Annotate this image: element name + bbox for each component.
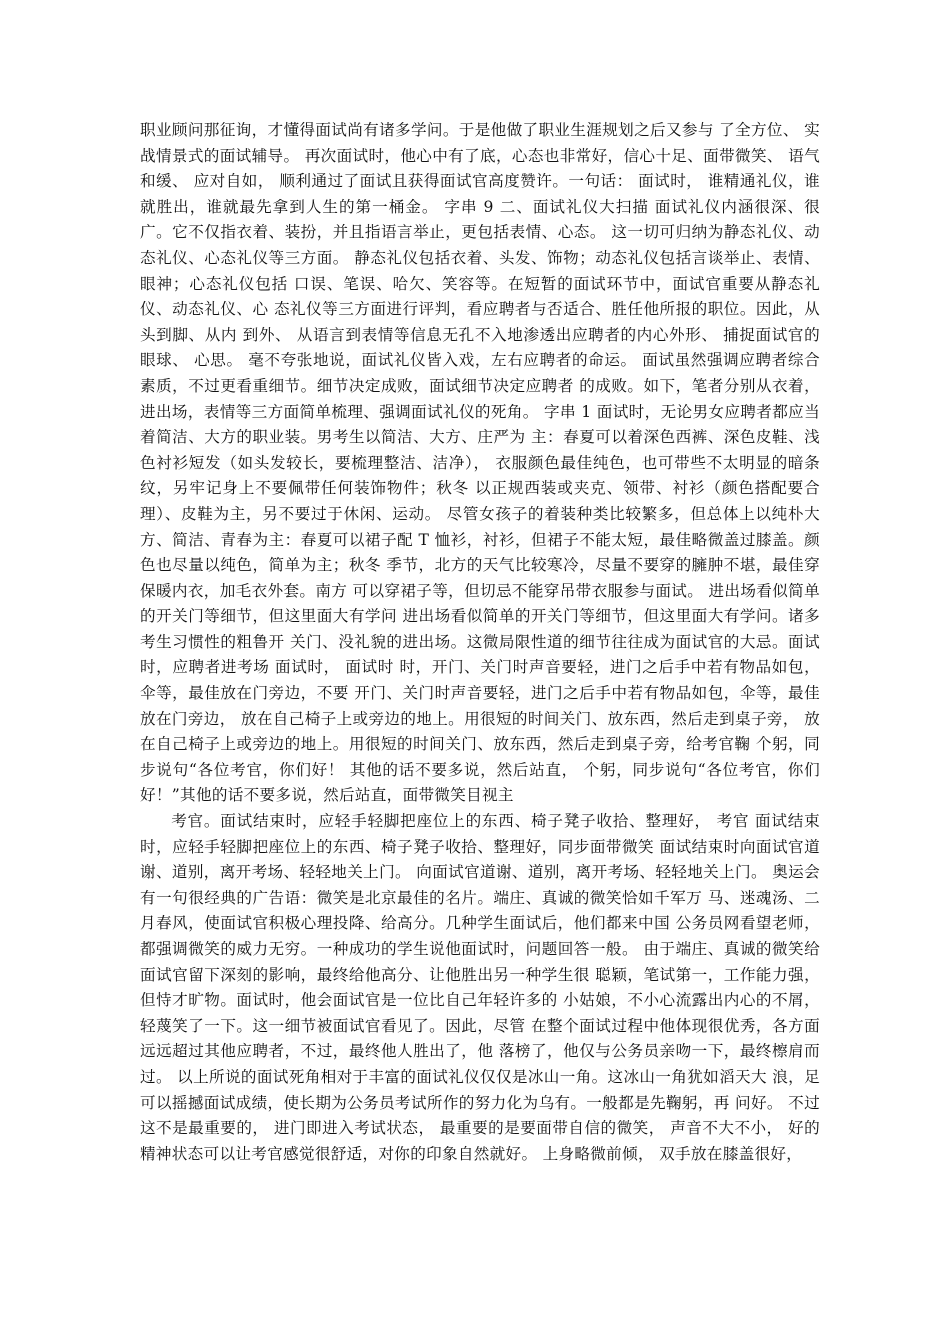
paragraph-2: 考官。面试结束时，应轻手轻脚把座位上的东西、椅子凳子收拾、整理好， 考官 面试结束时，应轻手轻脚把座位上的东西、椅子凳子收拾、整理好，同步面带微笑 面试结束时向面试官道谢、道别，离开考场、轻轻地关上门。 向面试官道谢、道别，离开考场、轻轻地关上门。 奥运会有一句很经典的广告语：微笑是北京最佳的名片。端庄、真诚的微笑恰如千军万 马、迷魂汤、二月春风，使面试官积极心理投降、给高分。几种学生面试后，他们都来中国 公务员网看望老师，都强调微笑的威力无穷。一种成功的学生说他面试时，问题回答一般。 由于端庄、真诚的微笑给面试官留下深刻的影响，最终给他高分、让他胜出另一种学生很 聪颖，笔试第一，工作能力强，但恃才旷物。面试时，他会面试官是一位比自己年轻许多的 小姑娘，不小心流露出内心的不屑，轻蔑笑了一下。这一细节被面试官看见了。因此，尽管 在整个面试过程中他体现很优秀，各方面远远超过其他应聘者，不过，最终他人胜出了，他 落榜了，他仅与公务员亲吻一下，最终檫肩而过。 以上所说的面试死角相对于丰富的面试礼仪仅仅是冰山一角。这冰山一角犹如滔天大 浪，足可以摇撼面试成绩，使长期为公务员考试所作的努力化为乌有。一般都是先鞠躬，再 问好。 不过这不是最重要的， 进门即进入考试状态， 最重要的是要面带自信的微笑， 声音不大不小， 好的精神状态可以让考官感觉很舒适，对你的印象自然就好。 上身略微前倾， 双手放在膝盖很好， <box>140 812 820 1163</box>
paragraph-1: 职业顾问那征询，才懂得面试尚有诸多学问。于是他做了职业生涯规划之后又参与 了全方位、 实战情景式的面试辅导。 再次面试时，他心中有了底，心态也非常好，信心十足、面带微笑、 语气和缓、 应对自如， 顺利通过了面试且获得面试官高度赞许。一句话： 面试时， 谁精通礼仪，谁就胜出，谁就最先拿到人生的第一桶金。 字串 9 二、面试礼仪大扫描 面试礼仪内涵很深、很广。它不仅指衣着、装扮，并且指语言举止，更包括表情、心态。 这一切可归纳为静态礼仪、动态礼仪、心态礼仪等三方面。 静态礼仪包括衣着、头发、饰物；动态礼仪包括言谈举止、表情、眼神；心态礼仪包括 口误、笔误、哈欠、笑容等。在短暂的面试环节中，面试官重要从静态礼仪、动态礼仪、心 态礼仪等三方面进行评判，看应聘者与否适合、胜任他所报的职位。因此，从头到脚、从内 到外、 从语言到表情等信息无孔不入地渗透出应聘者的内心外形、 捕捉面试官的眼球、 心思。 毫不夸张地说，面试礼仪皆入戏，左右应聘者的命运。 面试虽然强调应聘者综合素质，不过更看重细节。细节决定成败，面试细节决定应聘者 的成败。如下，笔者分别从衣着，进出场，表情等三方面简单梳理、强调面试礼仪的死角。 字串 1 面试时，无论男女应聘者都应当着简洁、大方的职业装。男考生以简洁、大方、庄严为 主：春夏可以着深色西裤、深色皮鞋、浅色衬衫短发（如头发较长，要梳理整洁、洁净）， 衣服颜色最佳纯色，也可带些不太明显的暗条纹，另牢记身上不要佩带任何装饰物件；秋冬 以正规西装或夹克、领带、衬衫（颜色搭配要合理）、皮鞋为主，另不要过于休闲、运动。 尽管女孩子的着装种类比较繁多，但总体上以纯朴大方、简洁、青春为主：春夏可以裙子配 T 恤衫，衬衫，但裙子不能太短，最佳略微盖过膝盖。颜色也尽量以纯色，简单为主；秋冬 季节，北方的天气比较寒冷，尽量不要穿的臃肿不堪，最佳穿保暖内衣，加毛衣外套。南方 可以穿裙子等，但切忌不能穿吊带衣服参与面试。 进出场看似简单的开关门等细节，但这里面大有学问 进出场看似简单的开关门等细节，但这里面大有学问。诸多考生习惯性的粗鲁开 关门、没礼貌的进出场。这微局限性道的细节往往成为面试官的大忌。面试时，应聘者进考场 面试时， 面试时 时，开门、关门时声音要轻，进门之后手中若有物品如包，伞等，最佳放在门旁边，不要 开门、关门时声音要轻，进门之后手中若有物品如包，伞等，最佳放在门旁边， 放在自己椅子上或旁边的地上。用很短的时间关门、放东西，然后走到桌子旁， 放在自己椅子上或旁边的地上。用很短的时间关门、放东西，然后走到桌子旁，给考官鞠 个躬，同步说句“各位考官，你们好！ 其他的话不要多说，然后站直， 个躬，同步说句“各位考官，你们好！”其他的话不要多说，然后站直，面带微笑目视主 <box>140 121 820 805</box>
document-body <box>140 118 820 1167</box>
